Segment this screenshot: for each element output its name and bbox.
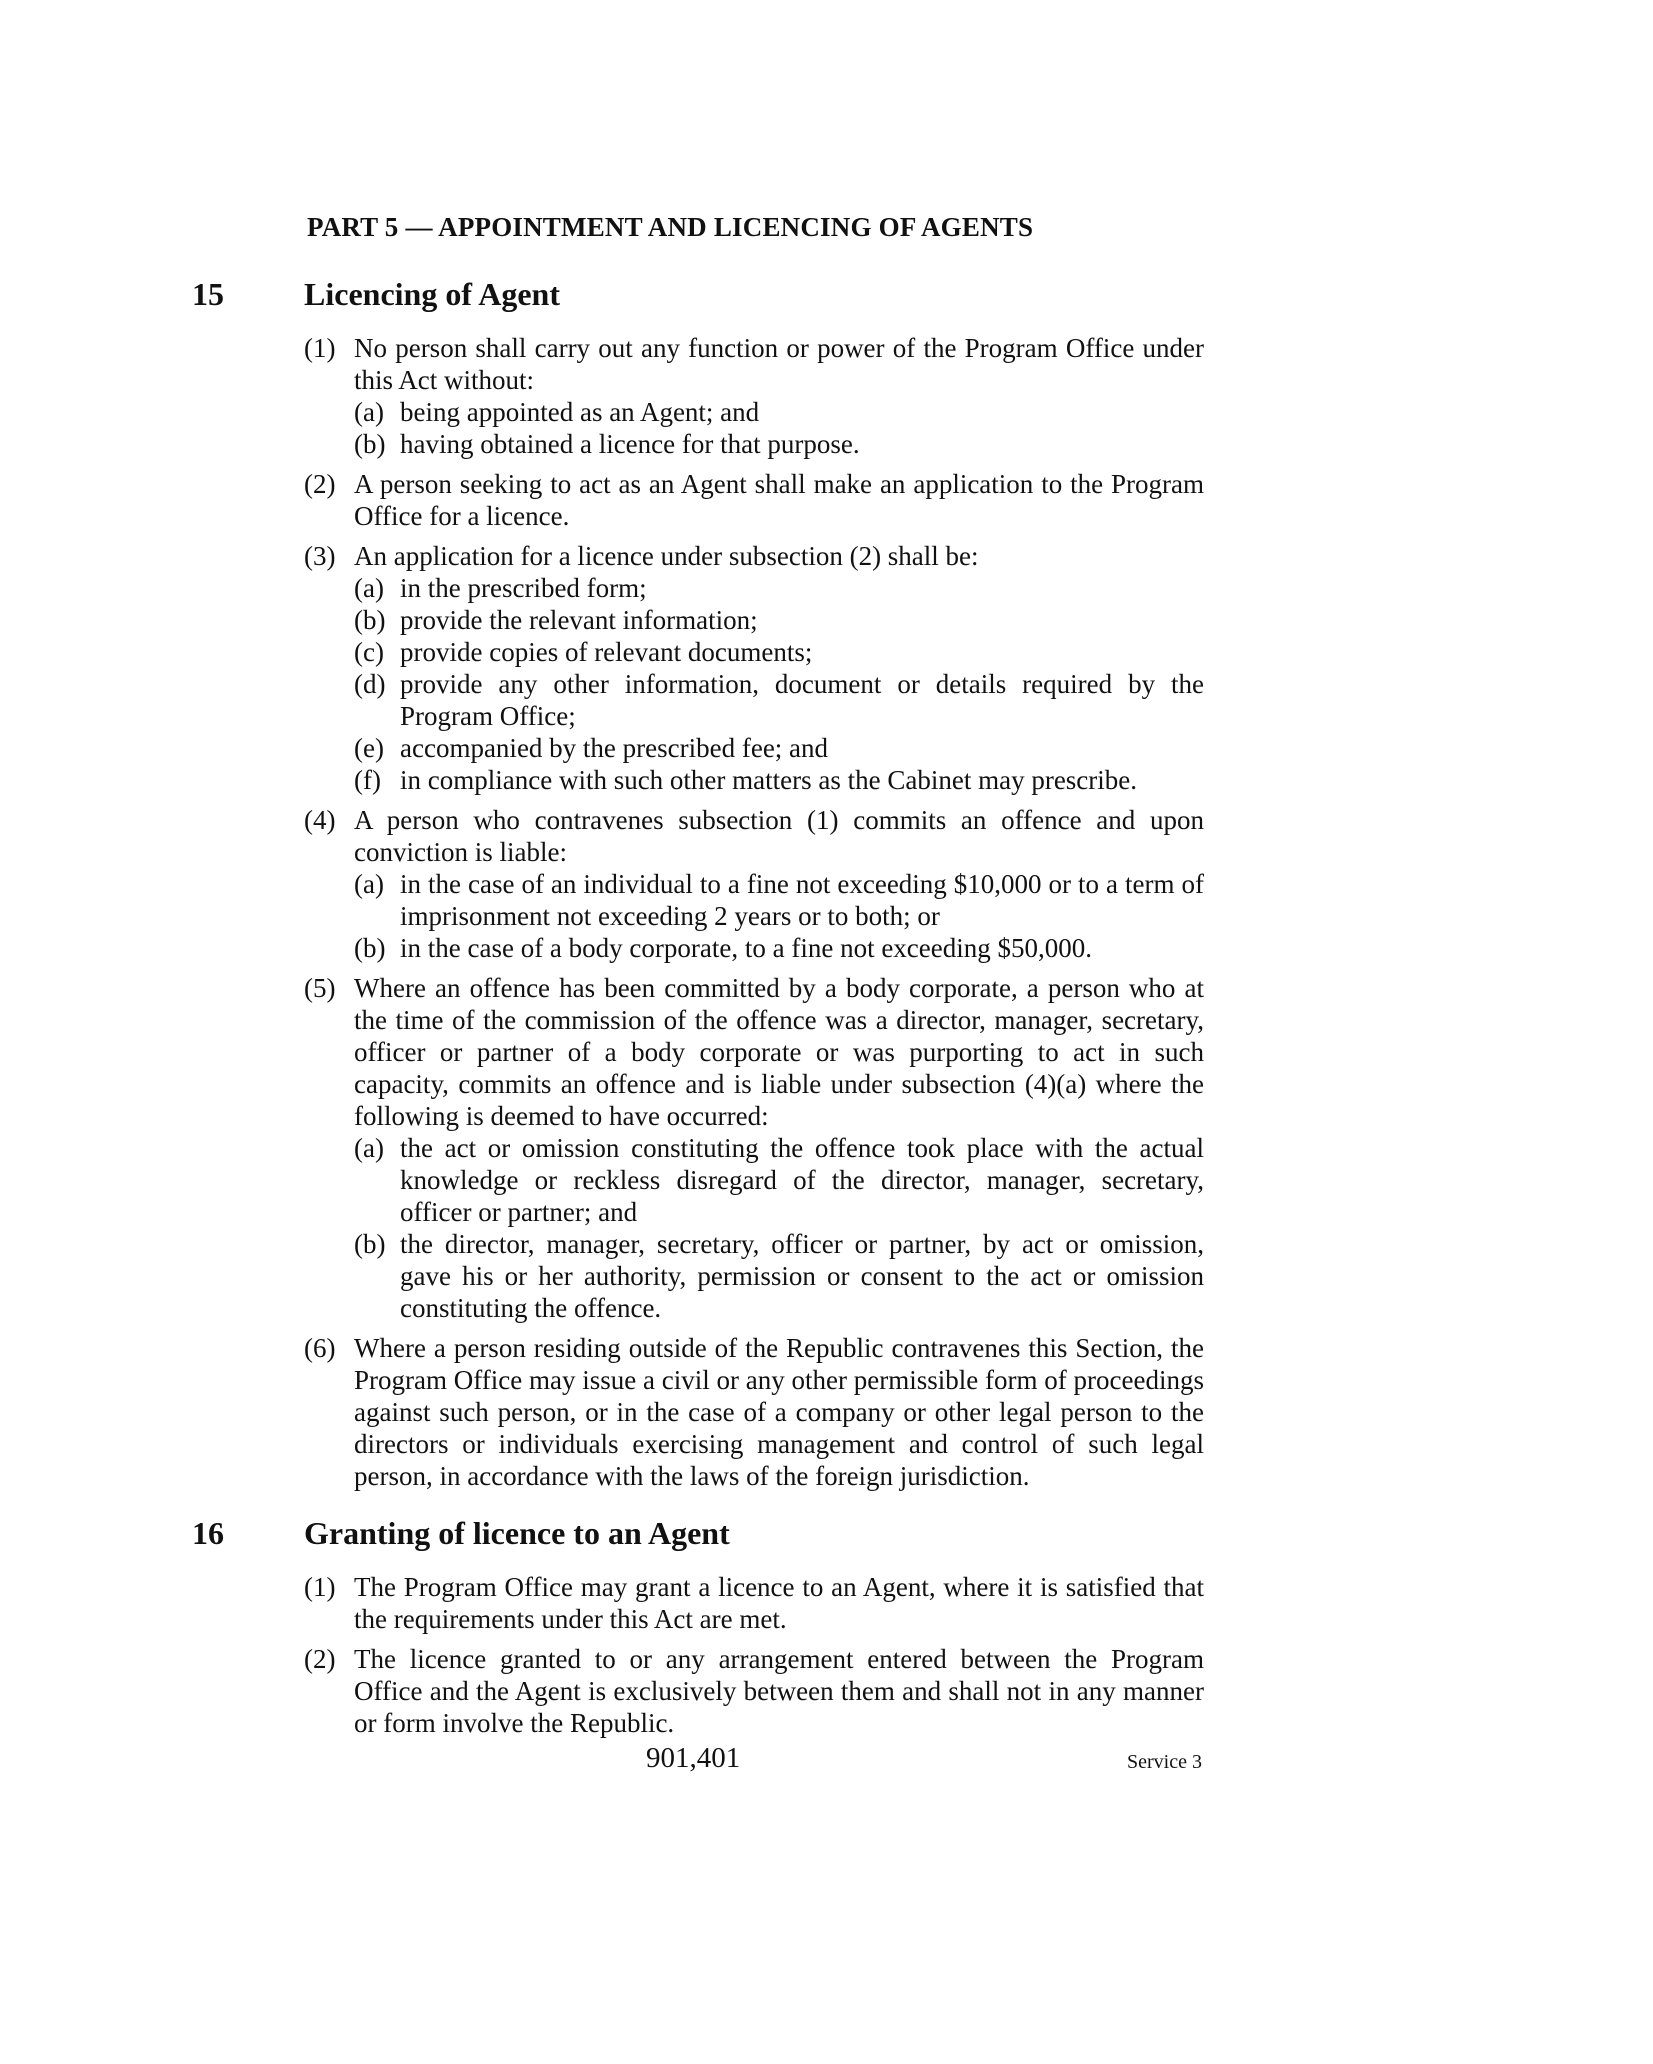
subsection (192, 1643, 1204, 1739)
subsection-text: A person who contravenes subsection (1) commits an offence and upon conviction is liable: (354, 805, 1204, 867)
section-title: Granting of licence to an Agent (304, 1515, 730, 1551)
paragraph-label: (e) (354, 733, 384, 763)
paragraph (354, 428, 1204, 460)
subsection (192, 972, 1204, 1324)
subsection-text: An application for a licence under subsection (2) shall be: (354, 541, 979, 571)
subsection (192, 468, 1204, 532)
section-heading (192, 1515, 1204, 1571)
section-number: 16 (192, 1515, 224, 1551)
paragraph-text: provide copies of relevant documents; (400, 637, 813, 667)
paragraph-label: (b) (354, 933, 386, 963)
subsection-text: Where an offence has been committed by a body corporate, a person who at the time of the commission of the offence was a director, manager, secretary, officer or partner of a body corporate or was purporting to act in such capacity, commits an offence and is liable under subsection (4)(a) where the following is deemed to have occurred: (354, 973, 1204, 1131)
subsection-label: (1) (304, 1572, 336, 1602)
service-release: Service 3 (1127, 1751, 1202, 1773)
subsection (192, 804, 1204, 964)
paragraph (354, 932, 1204, 964)
paragraph-text: accompanied by the prescribed fee; and (400, 733, 829, 763)
paragraph (354, 668, 1204, 732)
paragraph (354, 764, 1204, 796)
paragraph-label: (a) (354, 1133, 384, 1163)
subsection-label: (1) (304, 333, 336, 363)
paragraph (354, 636, 1204, 668)
paragraph-label: (b) (354, 605, 386, 635)
subsection (192, 540, 1204, 796)
paragraph-text: the director, manager, secretary, officer or partner, by act or omission, gave his or her authority, permission or consent to the act or omission constituting the offence. (400, 1229, 1204, 1323)
subsection (192, 1571, 1204, 1635)
paragraph-label: (d) (354, 669, 386, 699)
paragraph (354, 1132, 1204, 1228)
subsection-text: No person shall carry out any function or power of the Program Office under this Act without: (354, 333, 1204, 395)
subsection (192, 332, 1204, 460)
paragraph-text: provide the relevant information; (400, 605, 758, 635)
section-heading (192, 276, 1204, 332)
section-15 (192, 276, 1204, 1500)
subsection-text: The licence granted to or any arrangement entered between the Program Office and the Agent is exclusively between them and shall not in any manner or form involve the Republic. (354, 1644, 1204, 1738)
subsection-text: The Program Office may grant a licence to an Agent, where it is satisfied that the requirements under this Act are met. (354, 1572, 1204, 1634)
paragraph-text: in compliance with such other matters as the Cabinet may prescribe. (400, 765, 1138, 795)
part-heading: PART 5 — APPOINTMENT AND LICENCING OF AGENTS (307, 212, 1034, 242)
subsection (192, 1332, 1204, 1492)
paragraph-label: (b) (354, 429, 386, 459)
paragraph-text: in the case of an individual to a fine not exceeding $10,000 or to a term of imprisonment not exceeding 2 years or to both; or (400, 869, 1204, 931)
paragraph-text: in the prescribed form; (400, 573, 647, 603)
page-number: 901,401 (646, 1742, 741, 1774)
section-number: 15 (192, 276, 224, 312)
paragraph (354, 396, 1204, 428)
paragraph (354, 732, 1204, 764)
paragraph-text: being appointed as an Agent; and (400, 397, 760, 427)
paragraph-text: the act or omission constituting the offence took place with the actual knowledge or reckless disregard of the director, manager, secretary, officer or partner; and (400, 1133, 1204, 1227)
paragraph-label: (b) (354, 1229, 386, 1259)
paragraph-label: (a) (354, 397, 384, 427)
subsection-text: Where a person residing outside of the Republic contravenes this Section, the Program Office may issue a civil or any other permissible form of proceedings against such person, or in the case of a company or other legal person to the directors or individuals exercising management and control of such legal person, in accordance with the laws of the foreign jurisdiction. (354, 1333, 1204, 1491)
paragraph-label: (a) (354, 869, 384, 899)
subsection-label: (3) (304, 541, 336, 571)
paragraph-text: having obtained a licence for that purpose. (400, 429, 860, 459)
subsection-label: (2) (304, 1644, 336, 1674)
subsection-label: (5) (304, 973, 336, 1003)
paragraph (354, 1228, 1204, 1324)
subsection-label: (2) (304, 469, 336, 499)
subsection-label: (4) (304, 805, 336, 835)
paragraph-label: (c) (354, 637, 384, 667)
paragraph-text: provide any other information, document or details required by the Program Office; (400, 669, 1204, 731)
paragraph-label: (a) (354, 573, 384, 603)
paragraph-label: (f) (354, 765, 381, 795)
subsection-label: (6) (304, 1333, 336, 1363)
paragraph (354, 572, 1204, 604)
section-title: Licencing of Agent (304, 276, 560, 312)
paragraph (354, 868, 1204, 932)
subsection-text: A person seeking to act as an Agent shall make an application to the Program Office for a licence. (354, 469, 1204, 531)
section-16 (192, 1515, 1204, 1747)
paragraph (354, 604, 1204, 636)
paragraph-text: in the case of a body corporate, to a fine not exceeding $50,000. (400, 933, 1093, 963)
